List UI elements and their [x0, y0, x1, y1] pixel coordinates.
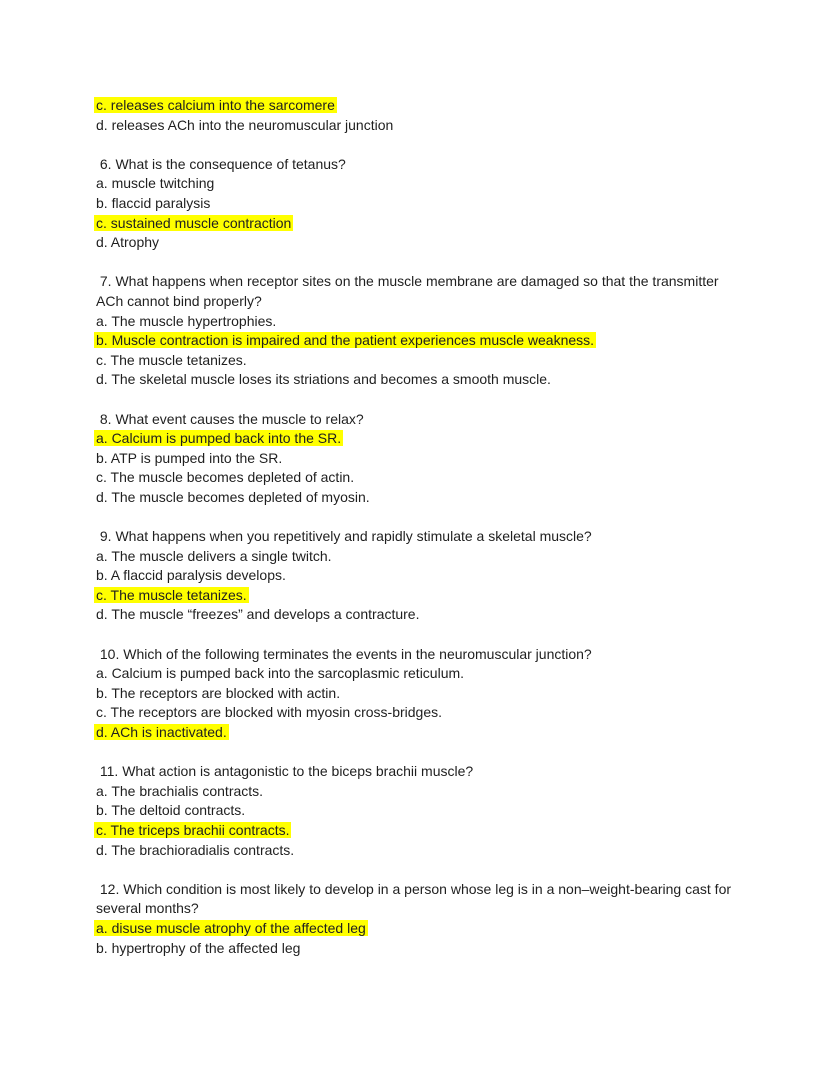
text-run: a. The muscle hypertrophies.: [96, 312, 277, 329]
text-run: 8. What event causes the muscle to relax?: [96, 410, 364, 427]
question-text: [96, 762, 736, 782]
question-11: [96, 762, 736, 860]
answer-option: [96, 605, 736, 625]
question-text: [96, 880, 736, 919]
document-body: [96, 96, 736, 978]
answer-option: [96, 233, 736, 253]
answer-option: [96, 370, 736, 390]
question-text: [96, 272, 736, 311]
answer-option: [96, 547, 736, 567]
highlighted-answer-text: b. Muscle contraction is impaired and the patient experiences muscle weakness.: [96, 332, 595, 349]
question-9: [96, 527, 736, 625]
question-8: [96, 410, 736, 508]
text-run: c. The muscle becomes depleted of actin.: [96, 469, 355, 486]
text-run: 12. Which condition is most likely to develop in a person whose leg is in a non–weight-bearing cast for several months?: [96, 880, 735, 917]
text-run: d. Atrophy: [96, 234, 160, 251]
answer-option: [96, 821, 736, 841]
answer-option: [96, 841, 736, 861]
answer-option: [96, 566, 736, 586]
answer-option: [96, 782, 736, 802]
answer-option: [96, 331, 736, 351]
question-12: [96, 880, 736, 958]
answer-option: [96, 684, 736, 704]
text-run: d. The muscle “freezes” and develops a contracture.: [96, 606, 420, 623]
text-run: 6. What is the consequence of tetanus?: [96, 155, 346, 172]
text-run: b. ATP is pumped into the SR.: [96, 449, 283, 466]
answer-option: [96, 723, 736, 743]
answer-option: [96, 919, 736, 939]
answer-option: [96, 586, 736, 606]
answer-option: [96, 449, 736, 469]
question-text: [96, 645, 736, 665]
highlighted-answer-text: c. sustained muscle contraction: [96, 214, 292, 231]
highlighted-answer-text: c. The triceps brachii contracts.: [96, 821, 290, 838]
question-text: [96, 527, 736, 547]
answer-option: [96, 116, 736, 136]
text-run: a. The muscle delivers a single twitch.: [96, 547, 332, 564]
text-run: d. The brachioradialis contracts.: [96, 841, 295, 858]
text-run: b. hypertrophy of the affected leg: [96, 939, 301, 956]
text-run: d. The muscle becomes depleted of myosin.: [96, 488, 370, 505]
answer-option: [96, 351, 736, 371]
text-run: c. The receptors are blocked with myosin cross-bridges.: [96, 704, 442, 721]
text-run: b. A flaccid paralysis develops.: [96, 567, 286, 584]
text-run: a. Calcium is pumped back into the sarcoplasmic reticulum.: [96, 665, 465, 682]
answer-option: [96, 429, 736, 449]
text-run: b. The deltoid contracts.: [96, 802, 246, 819]
answer-option: [96, 174, 736, 194]
question-7: [96, 272, 736, 390]
text-run: b. The receptors are blocked with actin.: [96, 684, 341, 701]
question-text: [96, 155, 736, 175]
answer-option: [96, 312, 736, 332]
text-run: a. muscle twitching: [96, 175, 215, 192]
answer-option: [96, 801, 736, 821]
answer-option: [96, 96, 736, 116]
answer-option: [96, 468, 736, 488]
answer-option: [96, 939, 736, 959]
highlighted-answer-text: a. disuse muscle atrophy of the affected leg: [96, 919, 366, 936]
answer-option: [96, 664, 736, 684]
answer-option: [96, 214, 736, 234]
question-10: [96, 645, 736, 743]
highlighted-answer-text: d. ACh is inactivated.: [96, 724, 227, 740]
text-run: 9. What happens when you repetitively and rapidly stimulate a skeletal muscle?: [96, 528, 592, 545]
question-text: [96, 410, 736, 430]
text-run: 11. What action is antagonistic to the biceps brachii muscle?: [96, 763, 474, 780]
highlighted-answer-text: c. releases calcium into the sarcomere: [96, 97, 335, 113]
answer-option: [96, 194, 736, 214]
text-run: b. flaccid paralysis: [96, 194, 211, 211]
text-run: 7. What happens when receptor sites on the muscle membrane are damaged so that the transmitter ACh cannot bind properly?: [96, 273, 722, 309]
answer-option: [96, 703, 736, 723]
text-run: c. The muscle tetanizes.: [96, 351, 247, 368]
question-5-remaining-options: [96, 96, 736, 135]
question-6: [96, 155, 736, 253]
highlighted-answer-text: a. Calcium is pumped back into the SR.: [96, 430, 342, 447]
text-run: d. releases ACh into the neuromuscular junction: [96, 116, 394, 133]
highlighted-answer-text: c. The muscle tetanizes.: [96, 586, 247, 603]
text-run: d. The skeletal muscle loses its striations and becomes a smooth muscle.: [96, 371, 551, 388]
answer-option: [96, 488, 736, 508]
text-run: 10. Which of the following terminates the events in the neuromuscular junction?: [96, 645, 592, 662]
text-run: a. The brachialis contracts.: [96, 782, 264, 799]
